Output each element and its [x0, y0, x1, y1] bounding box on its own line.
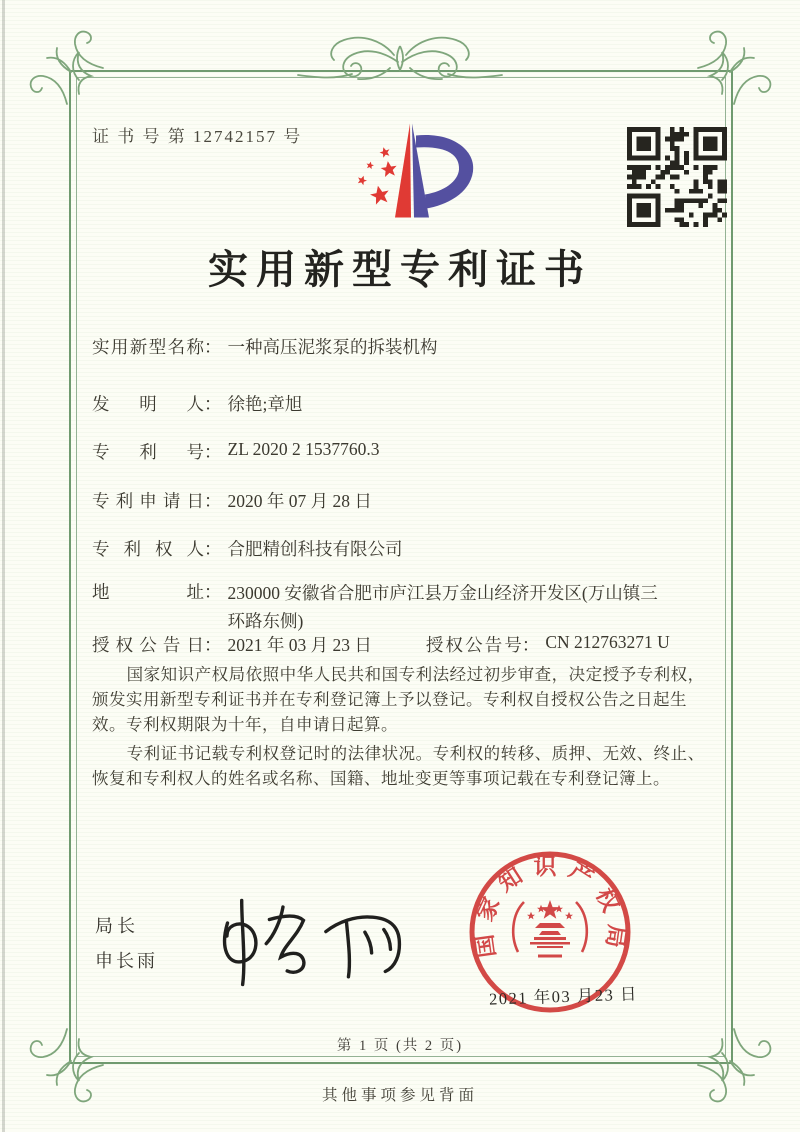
page-number: 第 1 页 (共 2 页) [336, 1038, 464, 1054]
colon: ： [204, 337, 222, 357]
legal-text [92, 662, 716, 795]
field-name-value: 一种高压泥浆泵的拆装机构 [227, 337, 438, 357]
field-name [92, 334, 722, 359]
colon: ： [521, 635, 540, 655]
field-grant-date-value: 2021 年 03 月 23 日 [227, 635, 372, 655]
seal-date: 2021 年03 月23 日 [488, 984, 639, 1009]
cnipa-logo-icon [332, 112, 482, 227]
colon: ： [204, 539, 222, 559]
field-grant-number-label: 授权公告号 [425, 635, 522, 655]
field-address [92, 579, 722, 635]
scan-edge-artifact [2, 0, 5, 1132]
page-title: 实用新型专利证书 [208, 247, 592, 292]
colon: ： [204, 491, 222, 511]
colon: ： [204, 394, 222, 414]
field-grant-date-label: 授权公告日 [92, 635, 204, 655]
field-inventor-label: 发明人 [92, 394, 204, 414]
field-filing-date-value: 2020 年 07 月 28 日 [227, 491, 372, 511]
footer-note: 其他事项参见背面 [321, 1087, 478, 1104]
colon: ： [204, 582, 222, 602]
field-address-value: 230000 安徽省合肥市庐江县万金山经济开发区(万山镇三环路东侧) [227, 583, 658, 631]
field-patent-number-value: ZL 2020 2 1537760.3 [227, 439, 380, 459]
field-patent-number-label: 专利号 [92, 442, 204, 462]
field-inventor-value: 徐艳;章旭 [227, 394, 303, 414]
field-address-label: 地址 [92, 582, 204, 602]
field-inventor [92, 391, 722, 416]
qr-code [627, 127, 727, 227]
field-filing-date-label: 专利申请日 [92, 491, 204, 511]
signer-name: 申长雨 [95, 951, 158, 971]
field-patent-number [92, 439, 722, 464]
field-patentee [92, 536, 722, 561]
legal-paragraph-2: 专利证书记载专利权登记时的法律状况。专利权的转移、质押、无效、终止、恢复和专利权人的姓名或名称、国籍、地址变更等事项记载在专利登记簿上。 [92, 744, 705, 788]
colon: ： [204, 442, 222, 462]
field-grant [92, 632, 722, 657]
colon: ： [204, 635, 222, 655]
signature-icon [196, 882, 429, 990]
field-patentee-value: 合肥精创科技有限公司 [227, 539, 403, 559]
legal-paragraph-1: 国家知识产权局依照中华人民共和国专利法经过初步审查，决定授予专利权，颁发实用新型专利证书并在专利登记簿上予以登记。专利权自授权公告之日起生效。专利权期限为十年，自申请日起算。 [92, 665, 705, 734]
signer-title: 局长 [95, 916, 139, 936]
certificate-number: 证 书 号 第 12742157 号 [92, 127, 303, 146]
field-filing-date [92, 488, 722, 513]
field-patentee-label: 专利权人 [92, 539, 204, 559]
field-name-label: 实用新型名称 [92, 337, 204, 357]
seal-text: 国家知识产权局 [470, 854, 630, 960]
field-grant-number-value: CN 212763271 U [545, 632, 670, 652]
